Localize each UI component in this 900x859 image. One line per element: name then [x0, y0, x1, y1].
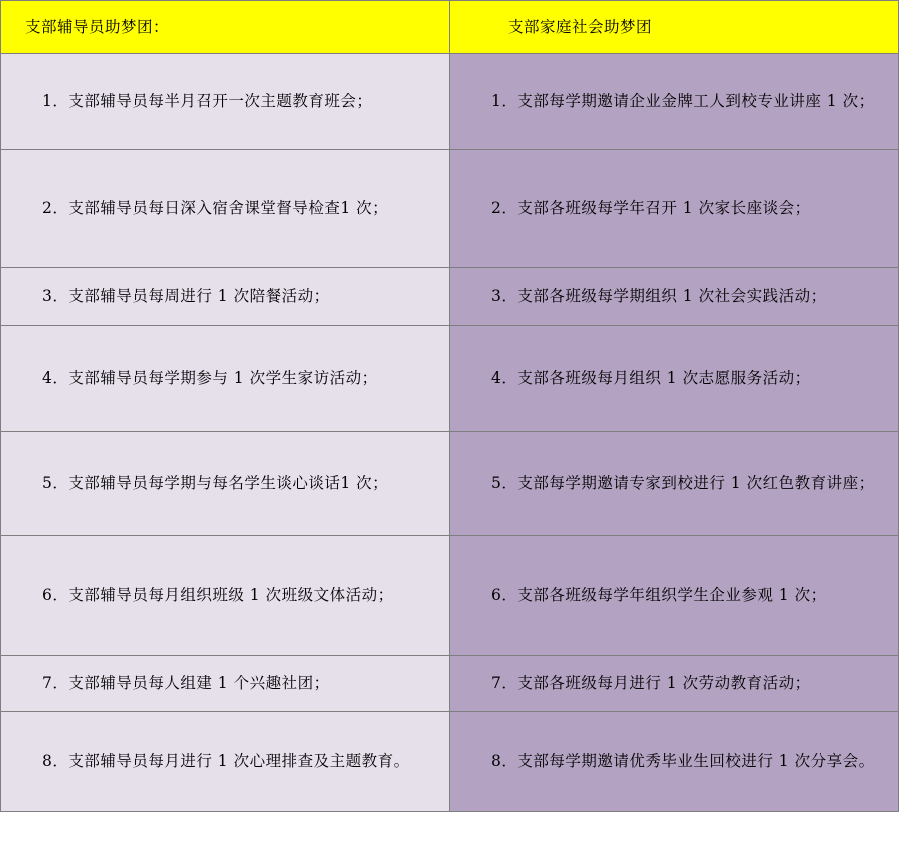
table-row	[1, 150, 899, 268]
cell-left-6: 6．支部辅导员每月组织班级 1 次班级文体活动；	[1, 536, 450, 656]
table-row	[1, 54, 899, 150]
table-row	[1, 536, 899, 656]
table-row	[1, 432, 899, 536]
cell-left-2: 2．支部辅导员每日深入宿舍课堂督导检查1 次；	[1, 150, 450, 268]
table-row	[1, 656, 899, 712]
table-header-row	[1, 1, 899, 54]
cell-left-5: 5．支部辅导员每学期与每名学生谈心谈话1 次；	[1, 432, 450, 536]
cell-right-2: 2．支部各班级每学年召开 1 次家长座谈会；	[450, 150, 899, 268]
cell-right-4: 4．支部各班级每月组织 1 次志愿服务活动；	[450, 326, 899, 432]
table-row	[1, 326, 899, 432]
header-label-family-society-team: 支部家庭社会助梦团	[508, 17, 653, 36]
cell-left-3: 3．支部辅导员每周进行 1 次陪餐活动；	[1, 268, 450, 326]
header-label-counselor-team: 支部辅导员助梦团：	[25, 17, 170, 36]
header-cell-left	[1, 1, 450, 54]
cell-right-5: 5．支部每学期邀请专家到校进行 1 次红色教育讲座；	[450, 432, 899, 536]
cell-left-7: 7．支部辅导员每人组建 1 个兴趣社团；	[1, 656, 450, 712]
cell-right-1: 1．支部每学期邀请企业金牌工人到校专业讲座 1 次；	[450, 54, 899, 150]
cell-right-6: 6．支部各班级每学年组织学生企业参观 1 次；	[450, 536, 899, 656]
cell-left-4: 4．支部辅导员每学期参与 1 次学生家访活动；	[1, 326, 450, 432]
header-cell-right	[450, 1, 899, 54]
cell-right-8: 8．支部每学期邀请优秀毕业生回校进行 1 次分享会。	[450, 712, 899, 812]
cell-right-7: 7．支部各班级每月进行 1 次劳动教育活动；	[450, 656, 899, 712]
cell-left-8: 8．支部辅导员每月进行 1 次心理排查及主题教育。	[1, 712, 450, 812]
cell-left-1: 1．支部辅导员每半月召开一次主题教育班会；	[1, 54, 450, 150]
table-row	[1, 712, 899, 812]
cell-right-3: 3．支部各班级每学期组织 1 次社会实践活动；	[450, 268, 899, 326]
table-row	[1, 268, 899, 326]
